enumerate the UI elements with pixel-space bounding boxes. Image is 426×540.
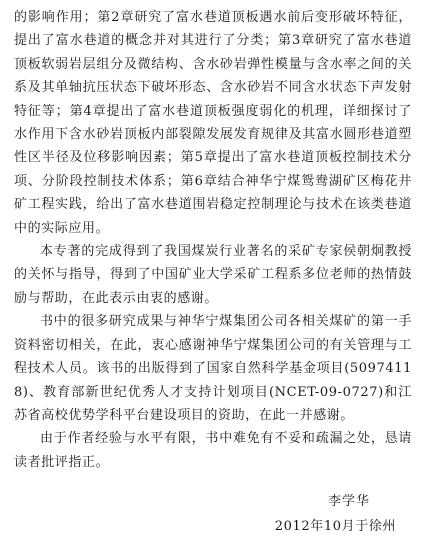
author-signature: 李学华: [327, 494, 370, 509]
paragraph-chapter-summary: 的影响作用；第2章研究了富水巷道顶板遇水前后变形破坏特征，提出了富水巷道的概念并对其进行了分类；第3章研究了富水巷道顶板软弱岩层组分及微结构、含水砂岩弹性模量与含水率之间的关系及其单轴抗压状态下破坏形态、含水砂岩不同含水状态下声发射特征等；第4章提出了富水巷道顶板强度弱化的机理，详细探讨了水作用下含水砂岩顶板内部裂隙发展发育规律及其富水圆形巷道塑性区半径及位移影响因素；第5章提出了富水巷道顶板控制技术分项、分阶段控制技术体系；第6章结合神华宁煤鸳鸯湖矿区梅花井矿工程实践，给出了富水巷道围岩稳定控制理论与技术在该类巷道中的实际应用。: [14, 10, 412, 236]
paragraph-closing: 由于作者经验与水平有限，书中难免有不妥和疏漏之处，恳请读者批评指正。: [14, 431, 412, 470]
signature-date: 2012年10月于徐州: [274, 519, 396, 534]
preface-body: [14, 6, 412, 474]
paragraph-acknowledgement-funding: 书中的很多研究成果与神华宁煤集团公司各相关煤矿的第一手资料密切相关，在此，衷心感谢神华宁煤集团公司的有关管理与工程技术人员。该书的出版得到了国家自然科学基金项目(50974118)、教育部新世纪优秀人才支持计划项目(NCET-09-0727)和江苏省高校优势学科平台建设项目的资助，在此一并感谢。: [14, 314, 412, 423]
paragraph-acknowledgement-advisor: 本专著的完成得到了我国煤炭行业著名的采矿专家侯朝炯教授的关怀与指导，得到了中国矿业大学采矿工程系多位老师的热情鼓励与帮助，在此表示由衷的感谢。: [14, 244, 412, 306]
